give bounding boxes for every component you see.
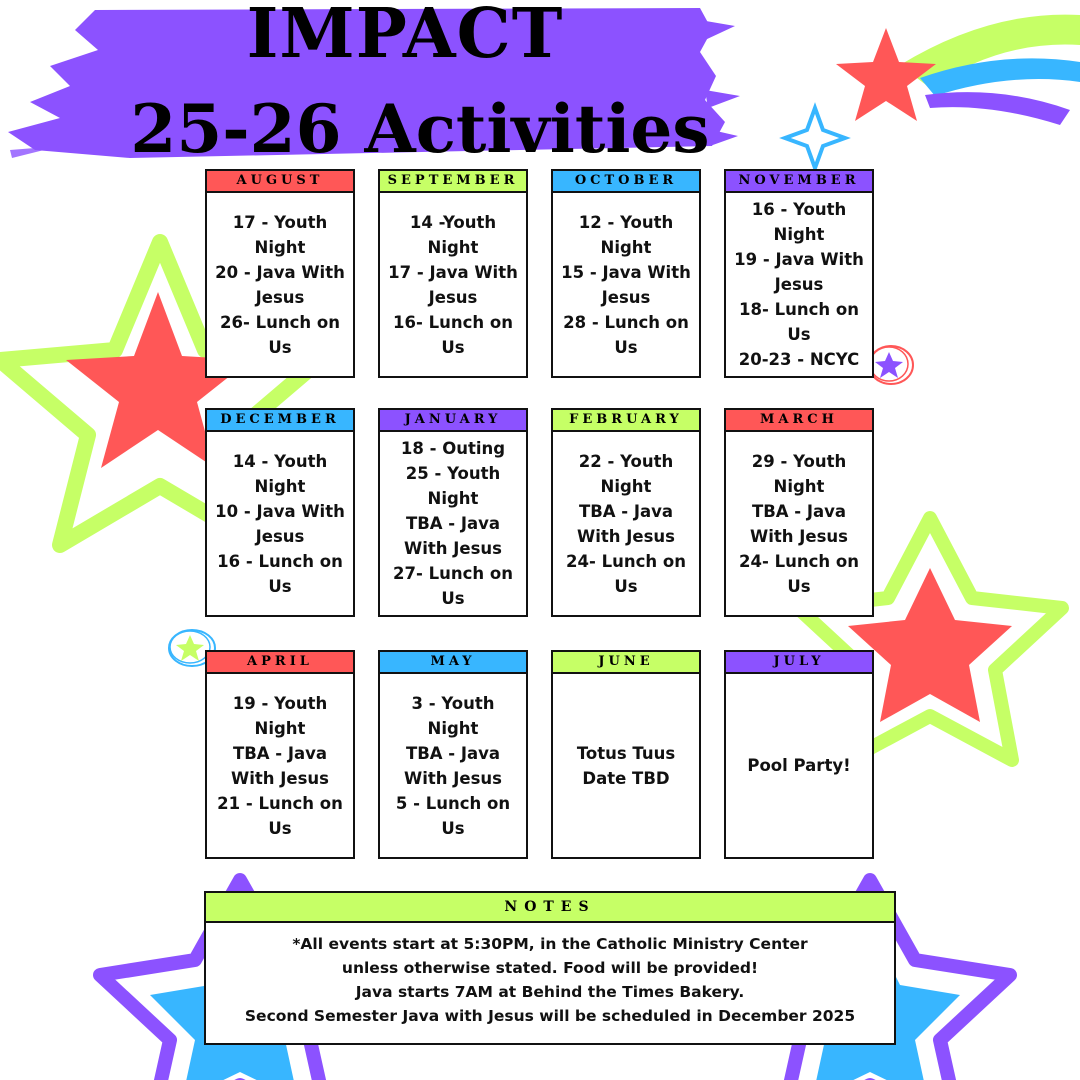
event-line: With Jesus [404, 539, 502, 558]
event-line: 5 - Lunch on [395, 793, 511, 813]
month-events [553, 193, 699, 376]
month-header: APRIL [207, 652, 353, 674]
event-line: Date TBD [582, 768, 670, 788]
event-line: 3 - Youth [411, 693, 495, 713]
month-events [380, 193, 526, 376]
event-line: 16- Lunch on [393, 312, 513, 332]
event-line: Night [600, 237, 652, 257]
event-line: 17 - Java With [388, 262, 518, 282]
month-card-november [724, 169, 874, 378]
event-line: 24- Lunch on [739, 551, 859, 571]
page-subtitle: 25-26 Activities [130, 90, 710, 168]
event-line: 25 - Youth [405, 464, 501, 483]
event-line: Night [254, 718, 306, 738]
event-line: Night [427, 718, 479, 738]
event-line: With Jesus [577, 526, 675, 546]
event-line: Night [600, 476, 652, 496]
event-line: 29 - Youth [751, 451, 847, 471]
month-events [553, 432, 699, 615]
event-line: 20-23 - NCYC [738, 350, 860, 369]
notes-line: *All events start at 5:30PM, in the Catholic Ministry Center [292, 935, 808, 953]
event-line: Pool Party! [747, 756, 851, 775]
month-events [207, 193, 353, 376]
event-line: Jesus [774, 275, 824, 294]
month-card-april [205, 650, 355, 859]
month-header: JANUARY [380, 410, 526, 432]
month-card-december [205, 408, 355, 617]
month-header: FEBRUARY [553, 410, 699, 432]
notes-line: Java starts 7AM at Behind the Times Bakery. [355, 983, 745, 1001]
event-line: 17 - Youth [232, 212, 328, 232]
month-events [380, 432, 526, 615]
event-line: Us [268, 818, 292, 838]
star-icon [869, 346, 913, 384]
month-events [726, 674, 872, 857]
month-header: DECEMBER [207, 410, 353, 432]
month-header: OCTOBER [553, 171, 699, 193]
event-line: 28 - Lunch on [563, 312, 689, 332]
event-line: 26- Lunch on [220, 312, 340, 332]
event-line: 27- Lunch on [393, 564, 513, 583]
event-line: Us [441, 589, 465, 608]
notes-line: unless otherwise stated. Food will be provided! [341, 959, 759, 977]
event-line: TBA - Java [578, 501, 674, 521]
event-line: 24- Lunch on [566, 551, 686, 571]
event-line: Night [427, 489, 479, 508]
month-card-september [378, 169, 528, 378]
event-line: Us [787, 576, 811, 596]
month-card-july [724, 650, 874, 859]
month-header: JULY [726, 652, 872, 674]
event-line: Us [268, 576, 292, 596]
month-header: JUNE [553, 652, 699, 674]
event-line: 14 -Youth [409, 212, 497, 232]
month-header: MARCH [726, 410, 872, 432]
event-line: Night [254, 476, 306, 496]
month-card-january [378, 408, 528, 617]
event-line: Night [773, 476, 825, 496]
event-line: Us [441, 337, 465, 357]
event-line: Jesus [428, 287, 478, 307]
event-line: TBA - Java [232, 743, 328, 763]
event-line: 18 - Outing [400, 439, 506, 458]
event-line: 15 - Java With [561, 262, 691, 282]
event-line: Us [787, 325, 811, 344]
month-header: SEPTEMBER [380, 171, 526, 193]
month-header: AUGUST [207, 171, 353, 193]
event-line: Totus Tuus [576, 743, 676, 763]
event-line: 20 - Java With [215, 262, 345, 282]
event-line: 14 - Youth [232, 451, 328, 471]
month-card-february [551, 408, 701, 617]
event-line: Us [614, 337, 638, 357]
month-events [207, 432, 353, 615]
event-line: Jesus [601, 287, 651, 307]
event-line: TBA - Java [751, 501, 847, 521]
event-line: 19 - Java With [734, 250, 864, 269]
event-line: 18- Lunch on [739, 300, 859, 319]
event-line: 22 - Youth [578, 451, 674, 471]
event-line: 16 - Lunch on [217, 551, 343, 571]
event-line: 16 - Youth [751, 200, 847, 219]
month-card-may [378, 650, 528, 859]
page-title: IMPACT [246, 0, 564, 74]
event-line: 10 - Java With [215, 501, 345, 521]
month-events [207, 674, 353, 857]
notes-body [206, 923, 894, 1028]
event-line: With Jesus [750, 526, 848, 546]
event-line: With Jesus [404, 768, 502, 788]
month-events [380, 674, 526, 857]
event-line: Night [427, 237, 479, 257]
event-line: TBA - Java [405, 514, 501, 533]
event-line: Us [441, 818, 465, 838]
month-header: NOVEMBER [726, 171, 872, 193]
month-card-october [551, 169, 701, 378]
event-line: 12 - Youth [578, 212, 674, 232]
notes-box [204, 891, 896, 1045]
month-card-march [724, 408, 874, 617]
event-line: Us [268, 337, 292, 357]
event-line: 21 - Lunch on [217, 793, 343, 813]
event-line: Night [773, 225, 825, 244]
event-line: Jesus [255, 526, 305, 546]
month-header: MAY [380, 652, 526, 674]
month-events [726, 432, 872, 615]
notes-line: Second Semester Java with Jesus will be scheduled in December 2025 [244, 1007, 856, 1025]
event-line: Us [614, 576, 638, 596]
event-line: 19 - Youth [232, 693, 328, 713]
month-card-august [205, 169, 355, 378]
month-events [726, 193, 872, 376]
event-line: Jesus [255, 287, 305, 307]
month-card-june [551, 650, 701, 859]
event-line: TBA - Java [405, 743, 501, 763]
month-events [553, 674, 699, 857]
notes-header: NOTES [206, 893, 894, 923]
event-line: Night [254, 237, 306, 257]
event-line: With Jesus [231, 768, 329, 788]
